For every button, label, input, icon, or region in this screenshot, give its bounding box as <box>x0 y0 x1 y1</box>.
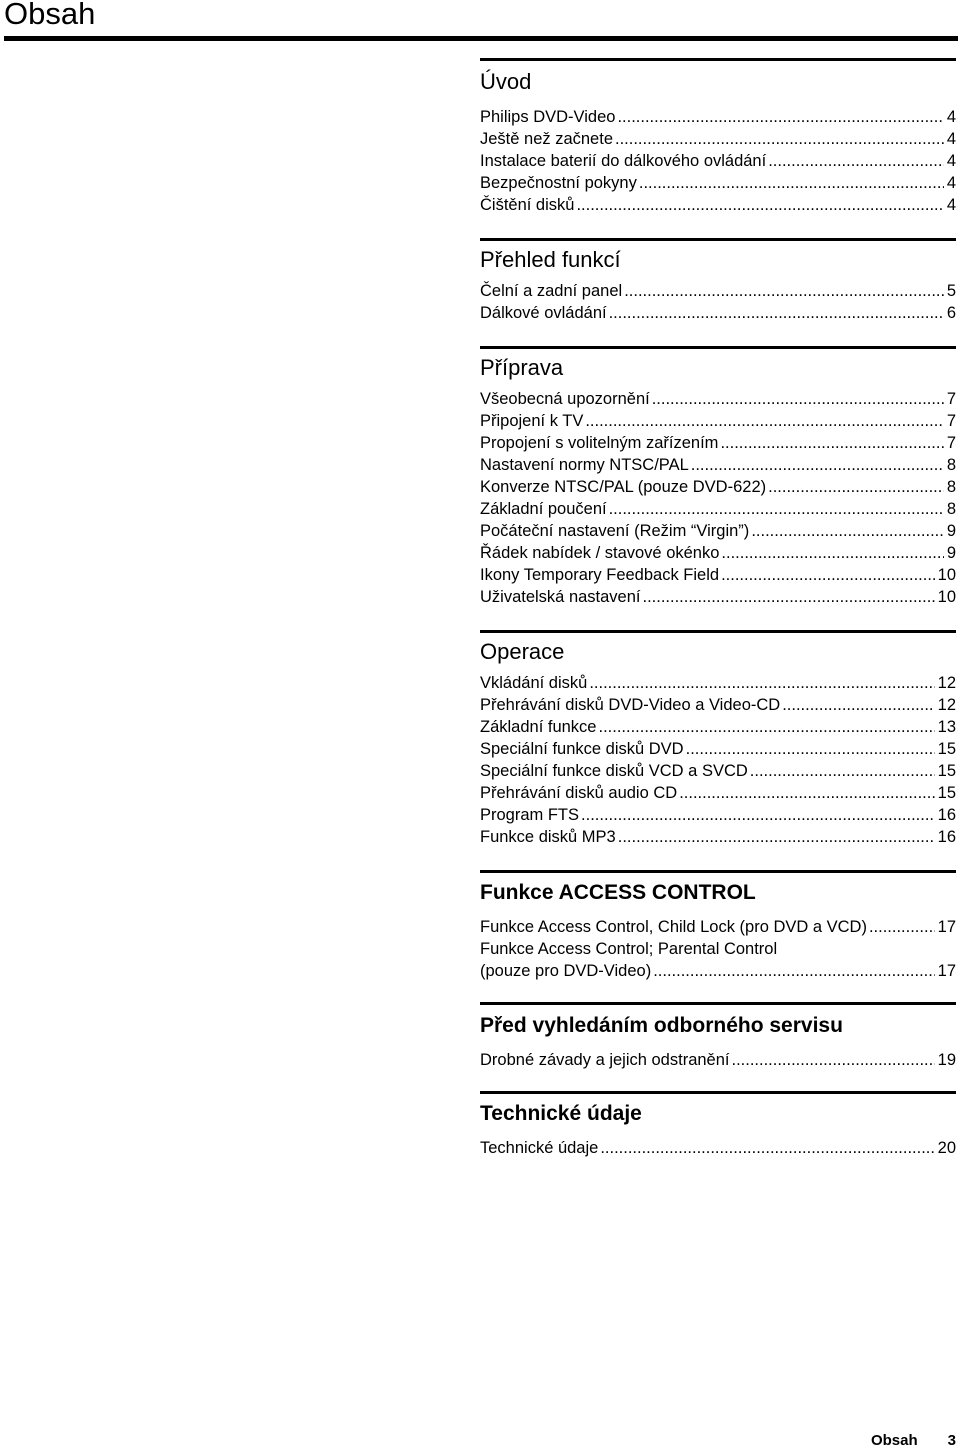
section-rule <box>480 346 956 349</box>
section-heading: Technické údaje <box>480 1102 642 1125</box>
toc-entry[interactable] <box>480 498 956 520</box>
toc-entry-label: Speciální funkce disků DVD <box>480 740 684 758</box>
toc-entry-page: 8 <box>946 500 956 518</box>
leader-dots <box>609 498 944 520</box>
section-rule <box>480 1002 956 1005</box>
page-title: Obsah <box>4 0 96 31</box>
toc-entry[interactable] <box>480 128 956 150</box>
toc-entry-page: 4 <box>946 174 956 192</box>
toc-entry-label: (pouze pro DVD-Video) <box>480 962 652 980</box>
leader-dots <box>768 150 944 172</box>
leader-dots <box>589 672 934 694</box>
toc-entry[interactable] <box>480 1049 956 1071</box>
leader-dots <box>615 128 944 150</box>
leader-dots <box>686 738 935 760</box>
toc-entry-page: 4 <box>946 108 956 126</box>
toc-entry-page: 13 <box>937 718 956 736</box>
leader-dots <box>639 172 944 194</box>
leader-dots <box>691 454 944 476</box>
section-pred-vyhledanim-servisu <box>480 1002 956 1071</box>
toc-entry-page: 19 <box>937 1051 956 1069</box>
leader-dots <box>653 960 934 982</box>
toc-entry-label: Řádek nabídek / stavové okénko <box>480 544 720 562</box>
toc-entry-page: 5 <box>946 282 956 300</box>
toc-entry-page: 9 <box>946 544 956 562</box>
toc-entry[interactable] <box>480 280 956 302</box>
leader-dots <box>609 302 944 324</box>
leader-dots <box>751 520 944 542</box>
table-of-contents <box>480 58 956 1159</box>
section-rule <box>480 870 956 873</box>
toc-entry[interactable] <box>480 106 956 128</box>
leader-dots <box>721 564 935 586</box>
leader-dots <box>600 1137 934 1159</box>
leader-dots <box>581 804 935 826</box>
toc-entry-page: 6 <box>946 304 956 322</box>
toc-entry[interactable] <box>480 826 956 848</box>
toc-entry-label: Přehrávání disků audio CD <box>480 784 678 802</box>
toc-entry[interactable] <box>480 1137 956 1159</box>
toc-entry-label: Základní funkce <box>480 718 597 736</box>
toc-entry-label: Nastavení normy NTSC/PAL <box>480 456 689 474</box>
toc-entry-label: Přehrávání disků DVD-Video a Video-CD <box>480 696 781 714</box>
toc-entry[interactable] <box>480 432 956 454</box>
section-access-control <box>480 870 956 982</box>
section-heading: Úvod <box>480 69 532 94</box>
toc-entry[interactable] <box>480 520 956 542</box>
page-footer <box>871 1432 956 1449</box>
leader-dots <box>585 410 943 432</box>
toc-entry[interactable] <box>480 782 956 804</box>
toc-entry-page: 8 <box>946 478 956 496</box>
toc-entry-label: Ikony Temporary Feedback Field <box>480 566 720 584</box>
toc-entry-label: Připojení k TV <box>480 412 584 430</box>
page-number: 3 <box>947 1432 956 1449</box>
toc-entry-page: 20 <box>937 1139 956 1157</box>
toc-entry-page: 17 <box>937 962 956 980</box>
toc-entry[interactable] <box>480 804 956 826</box>
leader-dots <box>679 782 934 804</box>
toc-entry-page: 12 <box>937 696 956 714</box>
toc-entry-page: 4 <box>946 152 956 170</box>
leader-dots <box>731 1049 934 1071</box>
leader-dots <box>869 916 935 938</box>
toc-entry-page: 15 <box>937 762 956 780</box>
toc-entry-label: Vkládání disků <box>480 674 588 692</box>
toc-entry-page: 4 <box>946 130 956 148</box>
toc-entry[interactable] <box>480 194 956 216</box>
toc-entry[interactable] <box>480 564 956 586</box>
toc-entry[interactable] <box>480 542 956 564</box>
leader-dots <box>643 586 935 608</box>
toc-entry[interactable] <box>480 938 956 982</box>
toc-entry-label: Bezpečnostní pokyny <box>480 174 637 192</box>
toc-entry-label: Čelní a zadní panel <box>480 282 623 300</box>
toc-entry-page: 10 <box>937 566 956 584</box>
toc-entry-page: 10 <box>937 588 956 606</box>
section-priprava <box>480 346 956 608</box>
toc-entry-label: Technické údaje <box>480 1139 599 1157</box>
section-prehled-funkci <box>480 238 956 324</box>
section-rule <box>480 630 956 633</box>
leader-dots <box>720 432 943 454</box>
section-heading: Funkce ACCESS CONTROL <box>480 881 756 904</box>
toc-entry-page: 12 <box>937 674 956 692</box>
toc-entry-label: Ještě než začnete <box>480 130 613 148</box>
toc-entry-label: Konverze NTSC/PAL (pouze DVD-622) <box>480 478 767 496</box>
toc-entry-label-line1: Funkce Access Control; Parental Control <box>480 940 778 958</box>
toc-entry-page: 7 <box>946 390 956 408</box>
toc-entry[interactable] <box>480 672 956 694</box>
leader-dots <box>624 280 944 302</box>
section-heading: Operace <box>480 639 565 664</box>
toc-entry[interactable] <box>480 476 956 498</box>
section-heading: Příprava <box>480 355 564 380</box>
leader-dots <box>598 716 934 738</box>
toc-entry[interactable] <box>480 150 956 172</box>
leader-dots <box>576 194 943 216</box>
toc-entry-label: Počáteční nastavení (Režim “Virgin”) <box>480 522 750 540</box>
leader-dots <box>721 542 943 564</box>
leader-dots <box>652 388 944 410</box>
toc-entry-label: Všeobecná upozornění <box>480 390 650 408</box>
toc-entry-label: Drobné závady a jejich odstranění <box>480 1051 730 1069</box>
toc-entry-label: Funkce disků MP3 <box>480 828 616 846</box>
toc-entry-page: 17 <box>937 918 956 936</box>
toc-entry-page: 16 <box>937 806 956 824</box>
section-rule <box>480 1091 956 1094</box>
footer-label: Obsah <box>870 1432 918 1449</box>
toc-entry-label: Uživatelská nastavení <box>480 588 641 606</box>
toc-entry-label: Základní poučení <box>480 500 607 518</box>
section-technicke-udaje <box>480 1091 956 1159</box>
toc-entry[interactable] <box>480 738 956 760</box>
toc-entry-label: Dálkové ovládání <box>480 304 607 322</box>
toc-entry[interactable] <box>480 302 956 324</box>
toc-entry-page: 15 <box>937 740 956 758</box>
toc-entry-label: Instalace baterií do dálkového ovládání <box>480 152 767 170</box>
toc-entry-label: Propojení s volitelným zařízením <box>480 434 719 452</box>
title-rule <box>4 36 958 41</box>
toc-entry-label: Program FTS <box>480 806 580 824</box>
leader-dots <box>782 694 934 716</box>
section-uvod <box>480 58 956 216</box>
toc-entry[interactable] <box>480 694 956 716</box>
toc-entry[interactable] <box>480 454 956 476</box>
toc-entry-label: Speciální funkce disků VCD a SVCD <box>480 762 748 780</box>
toc-entry[interactable] <box>480 410 956 432</box>
toc-entry-page: 7 <box>946 412 956 430</box>
toc-entry-label: Philips DVD-Video <box>480 108 616 126</box>
toc-entry-page: 15 <box>937 784 956 802</box>
toc-entry-page: 4 <box>946 196 956 214</box>
section-heading: Před vyhledáním odborného servisu <box>480 1014 843 1037</box>
toc-entry[interactable] <box>480 586 956 608</box>
toc-entry-page: 7 <box>946 434 956 452</box>
leader-dots <box>750 760 935 782</box>
toc-entry-label: Čištění disků <box>480 196 575 214</box>
leader-dots <box>617 106 943 128</box>
leader-dots <box>768 476 944 498</box>
toc-entry[interactable] <box>480 916 956 938</box>
toc-entry-label: Funkce Access Control, Child Lock (pro DVD a VCD) <box>480 918 867 936</box>
section-operace <box>480 630 956 848</box>
toc-entry[interactable] <box>480 172 956 194</box>
toc-entry-page: 8 <box>946 456 956 474</box>
section-rule <box>480 238 956 241</box>
toc-entry[interactable] <box>480 716 956 738</box>
toc-entry[interactable] <box>480 760 956 782</box>
section-rule <box>480 58 956 61</box>
toc-entry-page: 16 <box>937 828 956 846</box>
section-heading: Přehled funkcí <box>480 247 621 272</box>
toc-entry[interactable] <box>480 388 956 410</box>
leader-dots <box>618 826 935 848</box>
toc-entry-page: 9 <box>946 522 956 540</box>
